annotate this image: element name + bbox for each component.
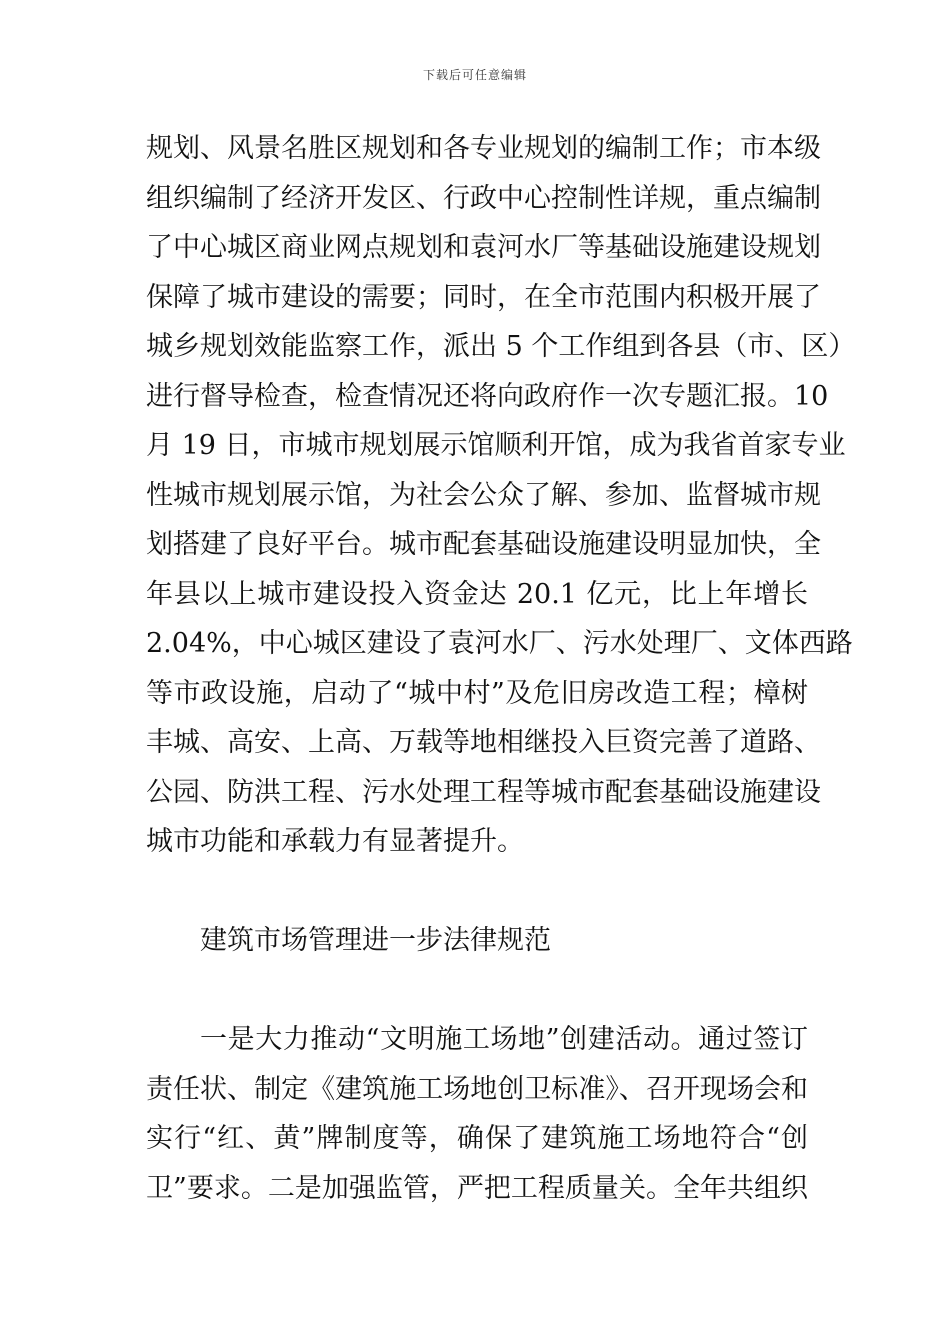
paragraph-1-line: 丰城、高安、上高、万载等地相继投入巨资完善了道路、 bbox=[146, 727, 821, 758]
paragraph-spacer bbox=[146, 966, 808, 1016]
paragraph-2 bbox=[146, 1015, 808, 1213]
paragraph-1-line: 年县以上城市建设投入资金达 20.1 亿元，比上年增长 bbox=[146, 578, 808, 610]
paragraph-2-line: 一是大力推动“文明施工场地”创建活动。通过签订 bbox=[200, 1024, 808, 1055]
paragraph-1-line: 公园、防洪工程、污水处理工程等城市配套基础设施建设 bbox=[146, 776, 821, 808]
paragraph-1-line: 划搭建了良好平台。城市配套基础设施建设明显加快，全 bbox=[146, 529, 821, 560]
paragraph-1-line: 组织编制了经济开发区、行政中心控制性详规，重点编制 bbox=[146, 182, 821, 214]
paragraph-1-line: 月 19 日，市城市规划展示馆顺利开馆，成为我省首家专业 bbox=[146, 430, 846, 461]
page-header: 下载后可任意编辑 bbox=[422, 68, 527, 82]
paragraph-1-line: 城市功能和承载力有显著提升。 bbox=[146, 826, 524, 857]
paragraph-spacer bbox=[146, 867, 808, 917]
paragraph-1-line: 规划、风景名胜区规划和各专业规划的编制工作；市本级 bbox=[146, 133, 821, 164]
paragraph-1-line: 城乡规划效能监察工作，派出 5 个工作组到各县（市、区） bbox=[146, 331, 856, 362]
paragraph-1-line: 进行督导检查，检查情况还将向政府作一次专题汇报。10 bbox=[146, 380, 829, 412]
paragraph-2-line: 实行“红、黄”牌制度等，确保了建筑施工场地符合“创 bbox=[146, 1123, 808, 1154]
paragraph-1-line: 等市政设施，启动了“城中村”及危旧房改造工程；樟树 bbox=[146, 677, 808, 709]
paragraph-2-line: 责任状、制定《建筑施工场地创卫标准》、召开现场会和 bbox=[146, 1073, 808, 1105]
paragraph-2-line: 卫”要求。二是加强监管，严把工程质量关。全年共组织 bbox=[146, 1172, 808, 1204]
paragraph-1-line: 性城市规划展示馆，为社会公众了解、参加、监督城市规 bbox=[146, 479, 821, 511]
paragraph-1-line: 2.04%，中心城区建设了袁河水厂、污水处理厂、文体西路 bbox=[146, 628, 853, 659]
section-heading: 建筑市场管理进一步法律规范 bbox=[200, 925, 551, 956]
document-body bbox=[146, 124, 856, 1213]
paragraph-1-line: 了中心城区商业网点规划和袁河水厂等基础设施建设规划 bbox=[146, 232, 821, 263]
paragraph-1-line: 保障了城市建设的需要；同时，在全市范围内积极开展了 bbox=[146, 281, 821, 313]
paragraph-1 bbox=[146, 124, 856, 867]
